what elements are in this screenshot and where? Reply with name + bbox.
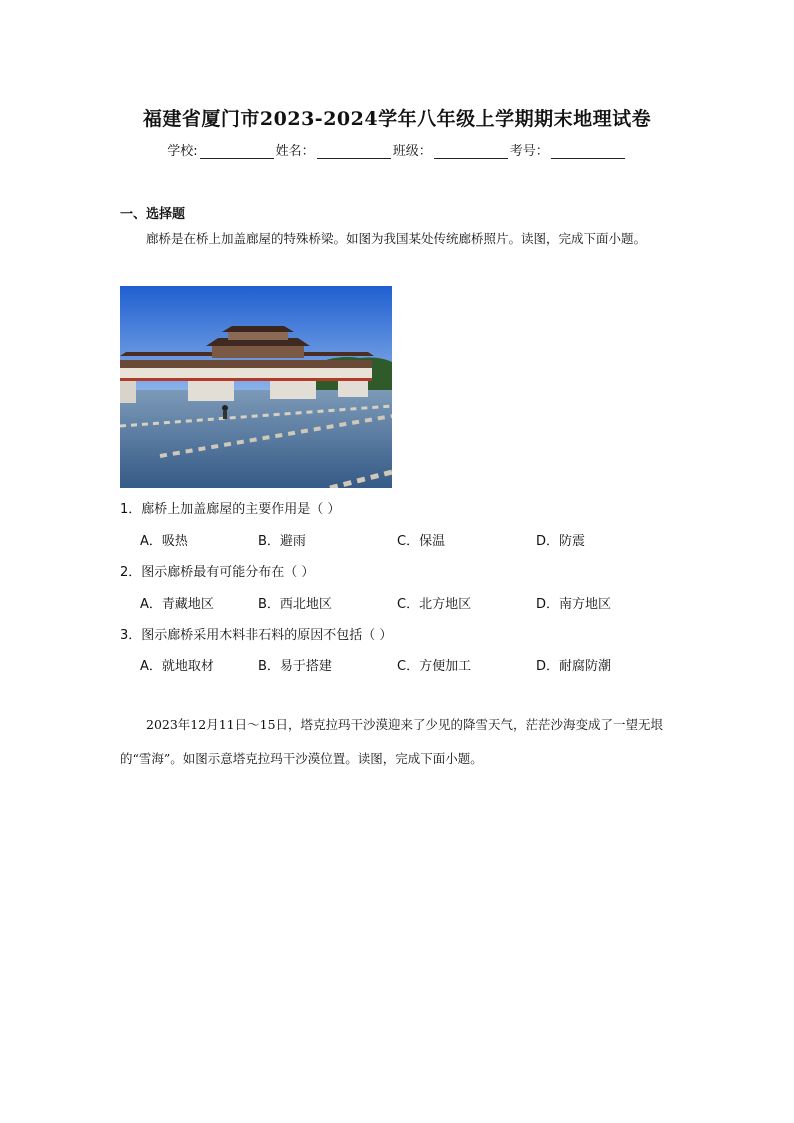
school-blank[interactable] bbox=[200, 145, 274, 159]
class-blank[interactable] bbox=[434, 145, 508, 159]
intro-paragraph-2: 2023年12月11日～15日，塔克拉玛干沙漠迎来了少见的降雪天气，茫茫沙海变成了一望无垠的“雪海”。如图示意塔克拉玛干沙漠位置。读图，完成下面小题。 bbox=[120, 717, 664, 766]
q3-option-d[interactable]: D．耐腐防潮 bbox=[536, 659, 612, 674]
q1-option-b[interactable]: B．避雨 bbox=[258, 534, 306, 549]
q3-option-c[interactable]: C．方便加工 bbox=[397, 659, 472, 674]
question-2-stem: 2．图示廊桥最有可能分布在（ ） bbox=[120, 565, 315, 580]
name-blank[interactable] bbox=[317, 145, 391, 159]
covered-bridge-photo bbox=[120, 286, 392, 488]
q2-option-c[interactable]: C．北方地区 bbox=[397, 597, 472, 612]
class-label: 班级： bbox=[392, 144, 432, 159]
q1-option-a[interactable]: A．吸热 bbox=[140, 534, 188, 549]
question-1-stem: 1．廊桥上加盖廊屋的主要作用是（ ） bbox=[120, 502, 341, 517]
exam-number-blank[interactable] bbox=[551, 145, 625, 159]
q2-option-a[interactable]: A．青藏地区 bbox=[140, 597, 214, 612]
q1-option-d[interactable]: D．防震 bbox=[536, 534, 586, 549]
school-field[interactable] bbox=[167, 140, 275, 159]
school-label: 学校: bbox=[167, 144, 198, 159]
name-label: 姓名： bbox=[275, 144, 315, 159]
exam-number-field[interactable] bbox=[510, 140, 627, 159]
exam-number-label: 考号： bbox=[509, 144, 549, 159]
q3-option-b[interactable]: B．易于搭建 bbox=[258, 659, 332, 674]
class-field[interactable] bbox=[393, 140, 510, 159]
question-3-stem: 3．图示廊桥采用木料非石料的原因不包括（ ） bbox=[120, 628, 393, 643]
student-info-row bbox=[0, 140, 794, 159]
page-title: 福建省厦门市2023-2024学年八年级上学期期末地理试卷 bbox=[142, 108, 652, 130]
name-field[interactable] bbox=[276, 140, 393, 159]
q2-option-d[interactable]: D．南方地区 bbox=[536, 597, 612, 612]
covered-bridge-illustration bbox=[120, 286, 392, 488]
intro-paragraph-1: 廊桥是在桥上加盖廊屋的特殊桥梁。如图为我国某处传统廊桥照片。读图，完成下面小题。 bbox=[146, 231, 647, 246]
q3-option-a[interactable]: A．就地取材 bbox=[140, 659, 214, 674]
q1-option-c[interactable]: C．保温 bbox=[397, 534, 446, 549]
section-heading: 一、选择题 bbox=[120, 207, 186, 222]
q2-option-b[interactable]: B．西北地区 bbox=[258, 597, 332, 612]
